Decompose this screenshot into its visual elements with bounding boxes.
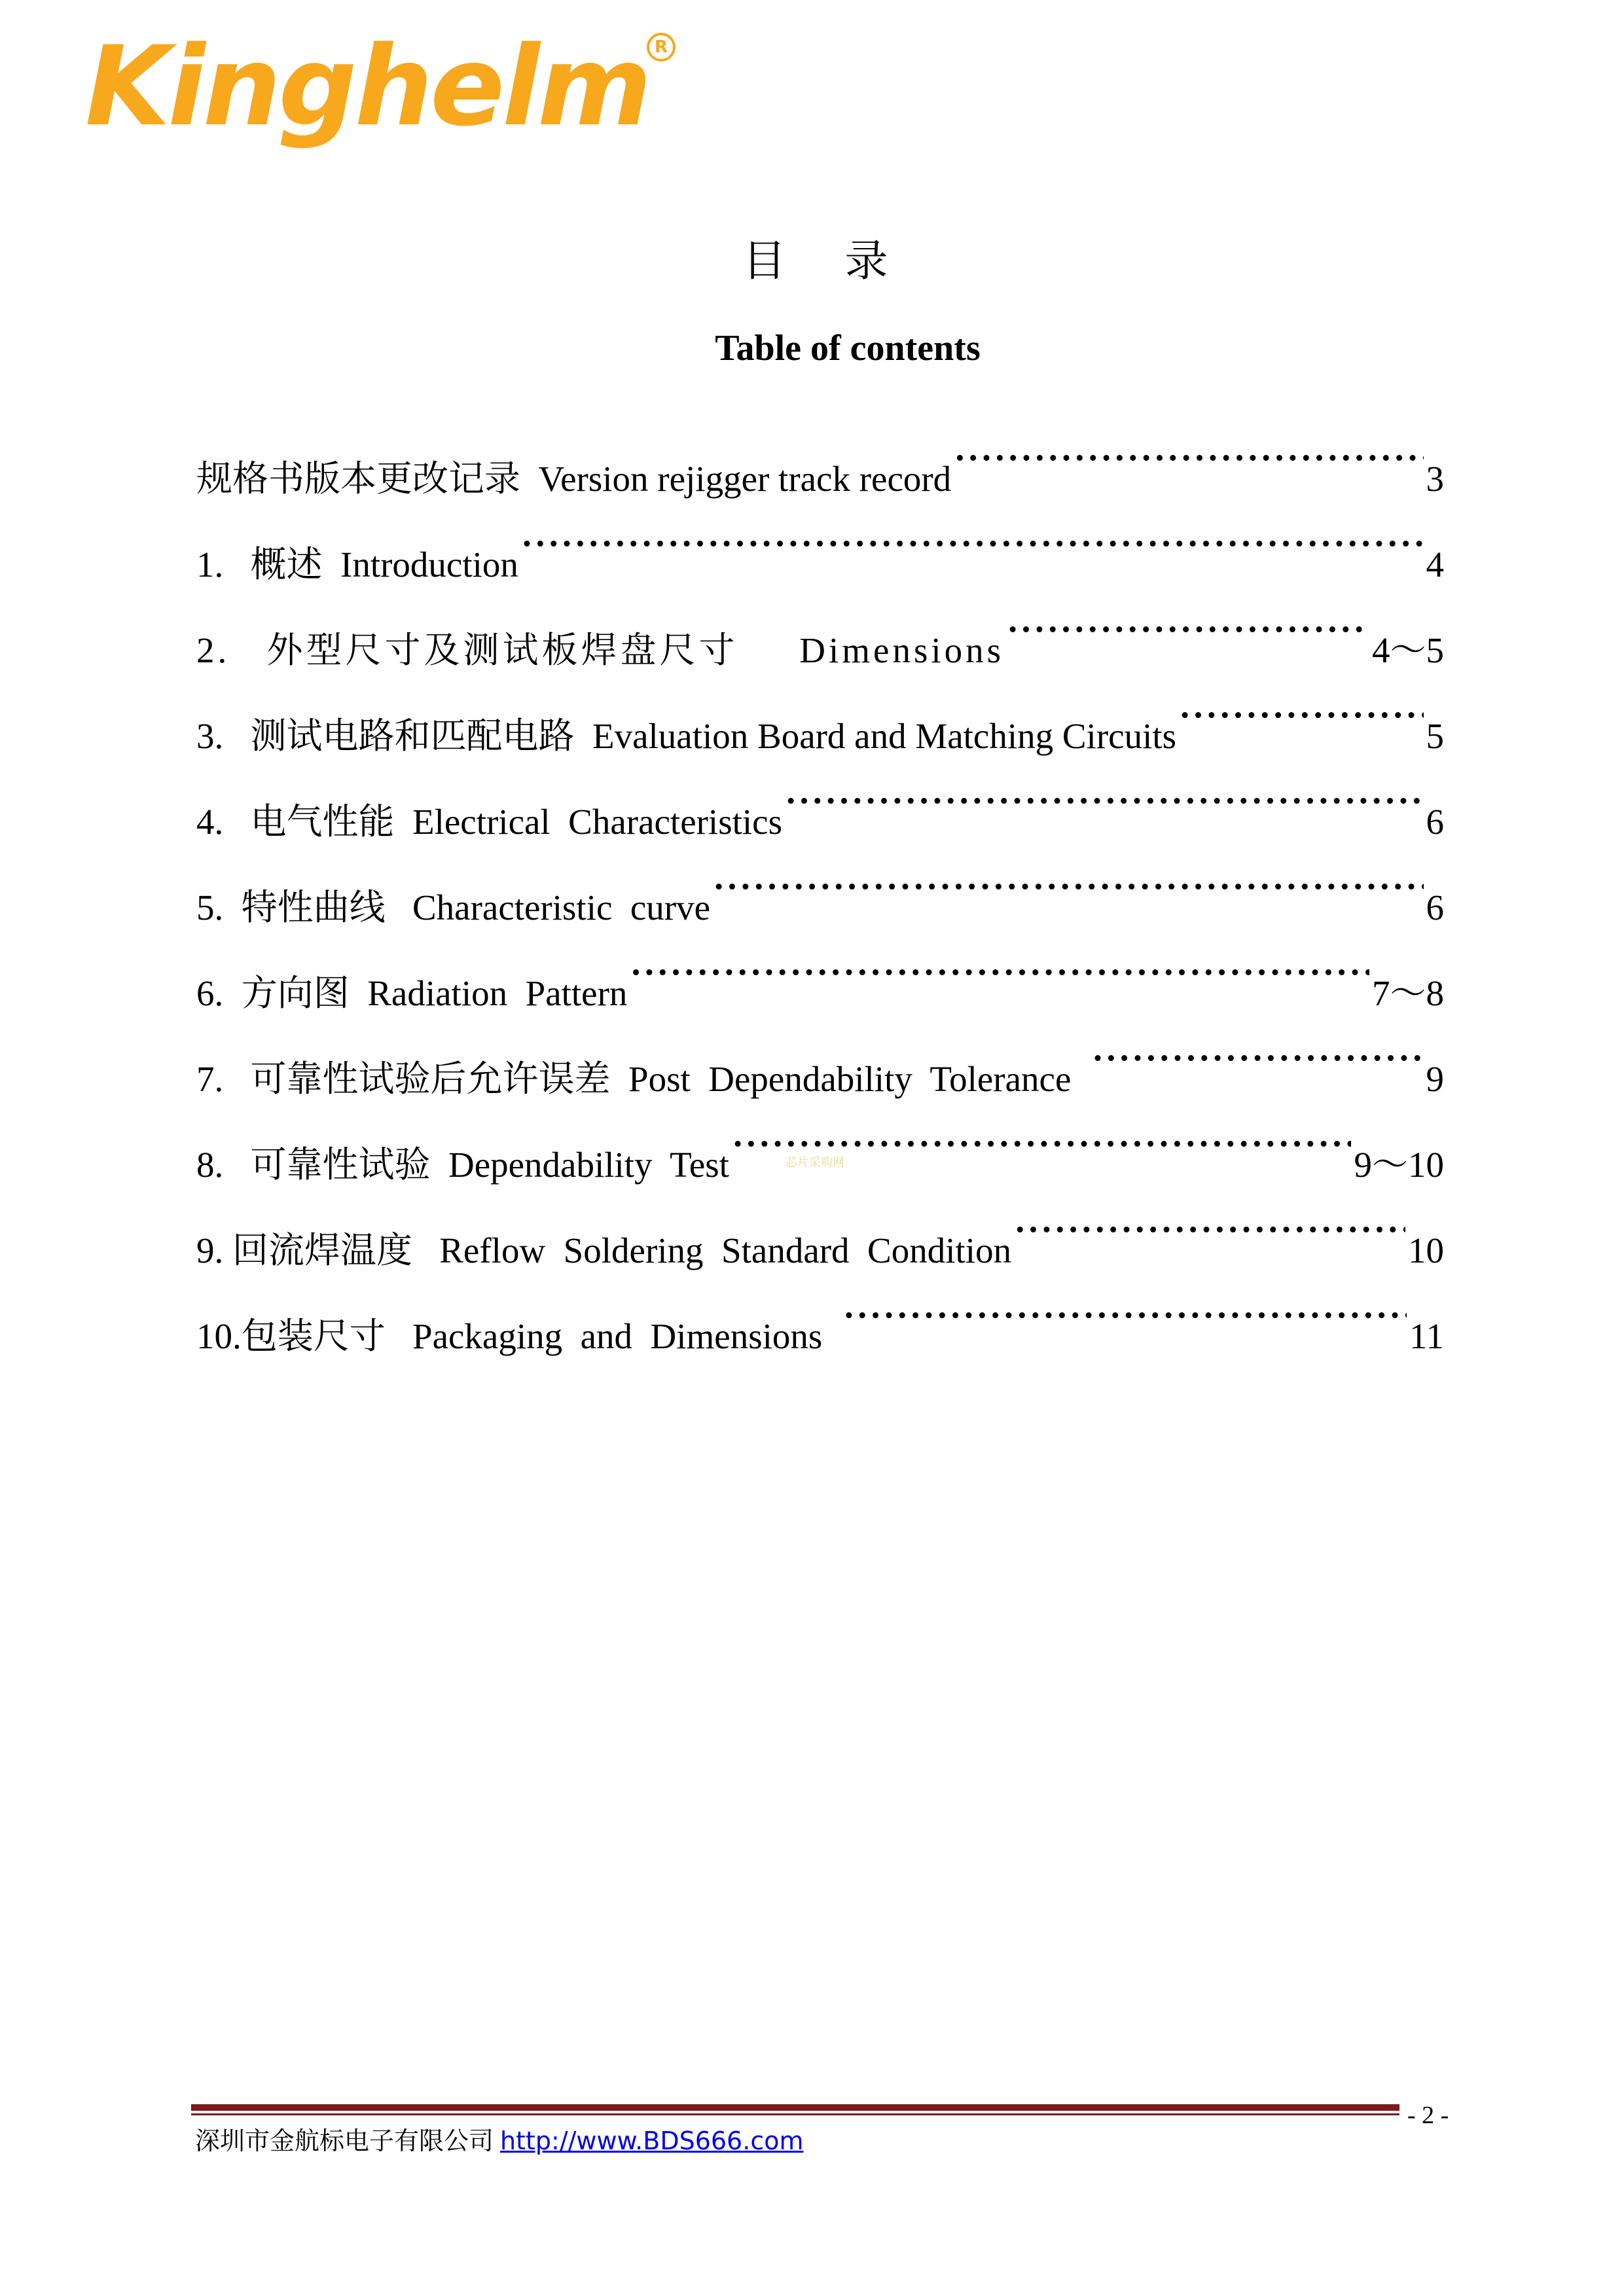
footer-rule-thick — [191, 2104, 1399, 2111]
toc-dot-leader — [518, 511, 1424, 577]
toc-item-label: 规格书版本更改记录 Version rejigger track record — [196, 459, 952, 499]
toc-dot-leader — [1089, 1026, 1424, 1091]
toc-item-radiation-pattern[interactable] — [196, 940, 1444, 1026]
toc-dot-leader — [627, 940, 1369, 1005]
page-title-zh: 目录 — [742, 236, 947, 286]
table-of-contents — [196, 425, 1444, 1369]
toc-item-label: 4. 电气性能 Electrical Characteristics — [196, 802, 782, 842]
toc-item-label: 2. 外型尺寸及测试板焊盘尺寸 Dimensions — [196, 630, 1005, 670]
page-number: - 2 - — [1407, 2102, 1449, 2129]
toc-dot-leader — [1004, 597, 1369, 662]
toc-item-label: 7. 可靠性试验后允许误差 Post Dependability Tolerance — [196, 1059, 1089, 1099]
watermark: 芯片采购网 — [785, 1156, 844, 1170]
registered-mark-icon: R — [647, 33, 676, 62]
toc-item-page: 6 — [1426, 802, 1444, 842]
toc-item-page: 7～8 — [1371, 973, 1444, 1013]
kinghelm-logo: Kinghelm — [85, 22, 649, 151]
toc-dot-leader — [1011, 1197, 1405, 1263]
toc-item-page: 9～10 — [1354, 1145, 1444, 1185]
toc-item-electrical-characteristics[interactable] — [196, 768, 1444, 854]
footer-website-link[interactable]: http://www.BDS666.com — [500, 2126, 804, 2155]
toc-item-label: 3. 测试电路和匹配电路 Evaluation Board and Matching Circuits — [196, 716, 1177, 756]
toc-item-page: 4～5 — [1371, 630, 1444, 670]
toc-item-page: 6 — [1426, 888, 1444, 927]
toc-item-dependability-tolerance[interactable] — [196, 1026, 1444, 1111]
page-title-en: Table of contents — [715, 328, 981, 368]
toc-item-version-record[interactable] — [196, 425, 1444, 511]
toc-item-page: 10 — [1408, 1230, 1444, 1270]
toc-item-packaging[interactable] — [196, 1283, 1444, 1369]
toc-dot-leader — [710, 854, 1423, 920]
toc-item-introduction[interactable] — [196, 511, 1444, 597]
toc-item-label: 10.包装尺寸 Packaging and Dimensions — [196, 1316, 840, 1356]
toc-dot-leader — [1176, 683, 1423, 748]
toc-item-label: 1. 概述 Introduction — [196, 545, 518, 584]
toc-item-characteristic-curve[interactable] — [196, 854, 1444, 940]
footer-company-name: 深圳市金航标电子有限公司 — [195, 2126, 494, 2155]
toc-item-evaluation-board[interactable] — [196, 683, 1444, 768]
toc-dot-leader — [840, 1283, 1407, 1348]
toc-item-dimensions[interactable] — [196, 597, 1444, 683]
toc-item-label: 5. 特性曲线 Characteristic curve — [196, 888, 711, 927]
toc-item-reflow-soldering[interactable] — [196, 1197, 1444, 1283]
toc-dot-leader — [782, 768, 1424, 834]
toc-item-page: 3 — [1426, 459, 1444, 499]
toc-item-label: 9. 回流焊温度 Reflow Soldering Standard Condition — [196, 1230, 1012, 1270]
toc-item-page: 4 — [1426, 545, 1444, 584]
footer-rule-thin — [191, 2113, 1399, 2115]
toc-item-label: 6. 方向图 Radiation Pattern — [196, 973, 628, 1013]
toc-dot-leader — [951, 425, 1423, 491]
toc-item-label: 8. 可靠性试验 Dependability Test — [196, 1145, 729, 1185]
footer — [195, 2121, 803, 2157]
toc-item-page: 5 — [1426, 716, 1444, 756]
toc-item-page: 11 — [1409, 1316, 1444, 1356]
toc-item-page: 9 — [1426, 1059, 1444, 1099]
